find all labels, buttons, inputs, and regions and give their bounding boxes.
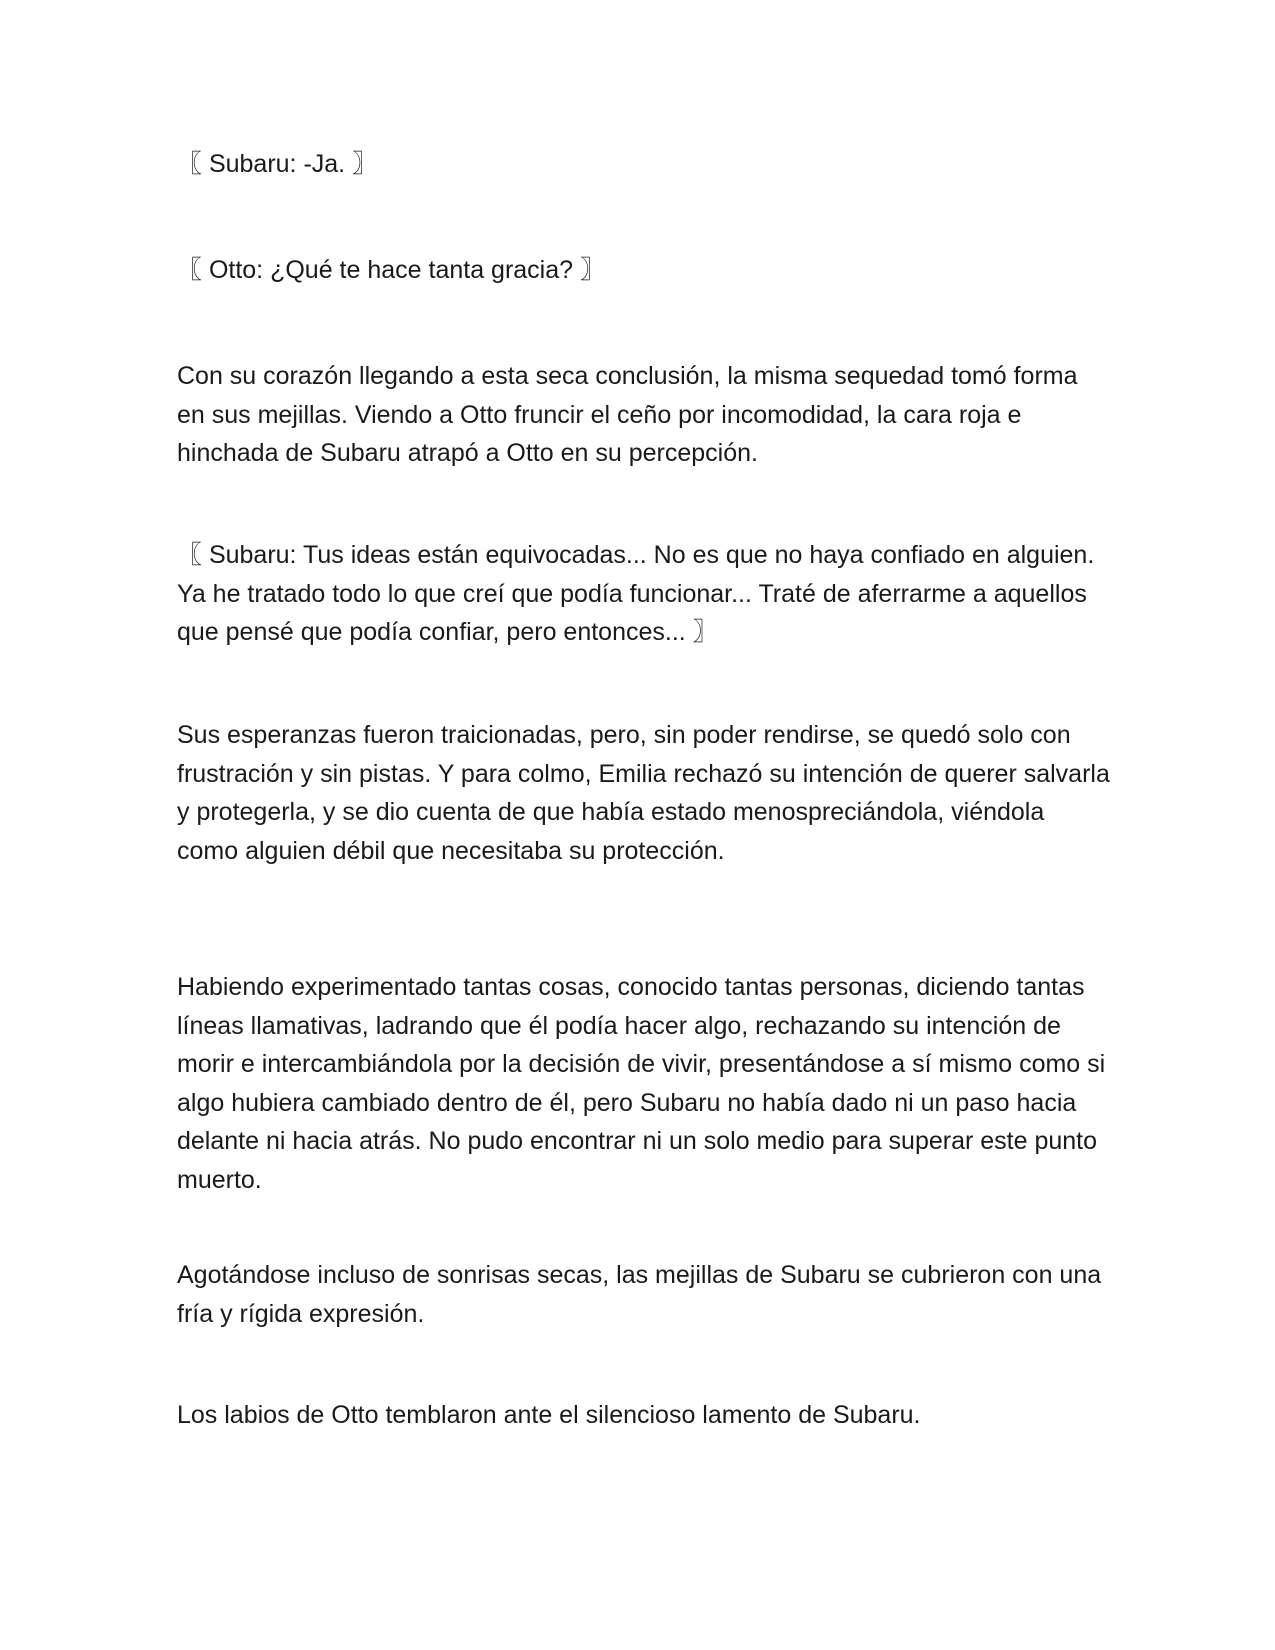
narration-paragraph: Habiendo experimentado tantas cosas, conocido tantas personas, diciendo tantas líneas llamativas, ladrando que él podía hacer algo, rechazando su intención de morir e intercambiándola por la decisión de vivir, presentándose a sí mismo como si algo hubiera cambiado dentro de él, pero Subaru no había dado ni un paso hacia delante ni hacia atrás. No pudo encontrar ni un solo medio para superar este punto muerto. [177, 973, 1106, 1194]
dialogue-otto-question: 〖 Otto: ¿Qué te hace tanta gracia? 〗 [177, 256, 605, 284]
narration-paragraph: Sus esperanzas fueron traicionadas, pero, sin poder rendirse, se quedó solo con frustración y sin pistas. Y para colmo, Emilia rechazó su intención de querer salvarla y protegerla, y se dio cuenta de que había estado menospreciándola, viéndola como alguien débil que necesitaba su protección. [177, 721, 1110, 865]
narration-paragraph: Agotándose incluso de sonrisas secas, las mejillas de Subaru se cubrieron con una fría y rígida expresión. [177, 1261, 1102, 1328]
narration-paragraph: Con su corazón llegando a esta seca conclusión, la misma sequedad tomó forma en sus mejillas. Viendo a Otto fruncir el ceño por incomodidad, la cara roja e hinchada de Subaru atrapó a Otto en su percepción. [177, 362, 1078, 467]
dialogue-subaru-ideas: 〖 Subaru: Tus ideas están equivocadas... No es que no haya confiado en alguien. Ya he tratado todo lo que creí que podía funcionar... Traté de aferrarme a aquellos que pensé que podía confiar, pero entonces... 〗 [177, 541, 1095, 646]
narration-paragraph: Los labios de Otto temblaron ante el silencioso lamento de Subaru. [177, 1401, 921, 1429]
dialogue-subaru-ja: 〖 Subaru: -Ja. 〗 [177, 150, 378, 178]
